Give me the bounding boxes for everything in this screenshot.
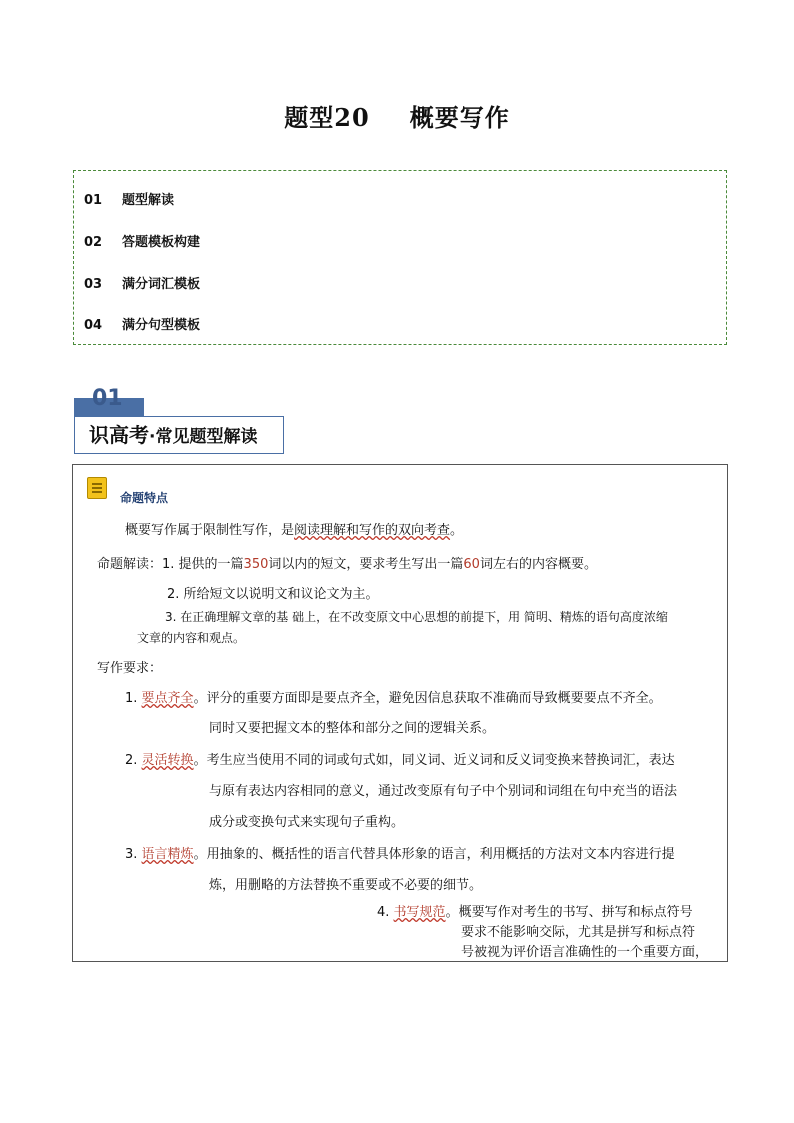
toc-item[interactable]: 03 满分词汇模板 [84,277,201,292]
requirement-1-cont: 同时又要把握文本的整体和部分之间的逻辑关系。 [209,721,496,736]
section-number: 01 [92,386,123,411]
toc-item[interactable]: 04 满分句型模板 [84,318,201,333]
requirement-2-cont: 与原有表达内容相同的意义，通过改变原有句子中个别词和词组在句中充当的语法 [209,784,678,799]
requirement-3: 3. 语言精炼。用抽象的、概括性的语言代替具体形象的语言，利用概括的方法对文本内容进行提 [125,847,675,862]
toc-item[interactable]: 02 答题模板构建 [84,235,201,250]
requirement-1: 1. 要点齐全。评分的重要方面即是要点齐全，避免因信息获取不准确而导致概要要点不齐全。 [125,691,662,706]
jiedu-point-2: 2. 所给短文以说明文和议论文为主。 [167,587,379,602]
page-title [0,98,794,133]
box-heading: 命题特点 [120,491,169,505]
section-label: 识高考·常见题型解读 [74,416,284,454]
notepad-icon [87,477,107,499]
toc-item[interactable]: 01 题型解读 [84,193,175,208]
jiedu-point-3: 3. 在正确理解文章的基 础上，在不改变原文中心思想的前提下，用 简明、精炼的语句高度浓缩 [165,610,668,624]
requirement-2-cont2: 成分或变换句式来实现句子重构。 [209,815,405,830]
table-of-contents [73,170,727,345]
requirement-4-cont2: 号被视为评价语言准确性的一个重要方面， [461,945,709,960]
requirement-4: 4. 书写规范。概要写作对考生的书写、拼写和标点符号 [377,905,693,920]
requirement-2: 2. 灵活转换。考生应当使用不同的词或句式如，同义词、近义词和反义词变换来替换词汇，表达 [125,753,675,768]
requirement-4-cont: 要求不能影响交际，尤其是拼写和标点符 [461,925,696,940]
title-number: 题型20 [284,103,370,132]
requirements-heading: 写作要求： [97,661,163,676]
jiedu-point-3-cont: 文章的内容和观点。 [137,631,246,645]
title-name: 概要写作 [409,103,510,132]
intro-line: 概要写作属于限制性写作，是阅读理解和写作的双向考查。 [125,523,464,538]
content-box [72,464,728,962]
jiedu-line: 命题解读：1. 提供的一篇350词以内的短文，要求考生写出一篇60词左右的内容概要。 [97,557,597,572]
requirement-3-cont: 炼，用删略的方法替换不重要或不必要的细节。 [209,878,483,893]
section-badge [74,382,289,454]
